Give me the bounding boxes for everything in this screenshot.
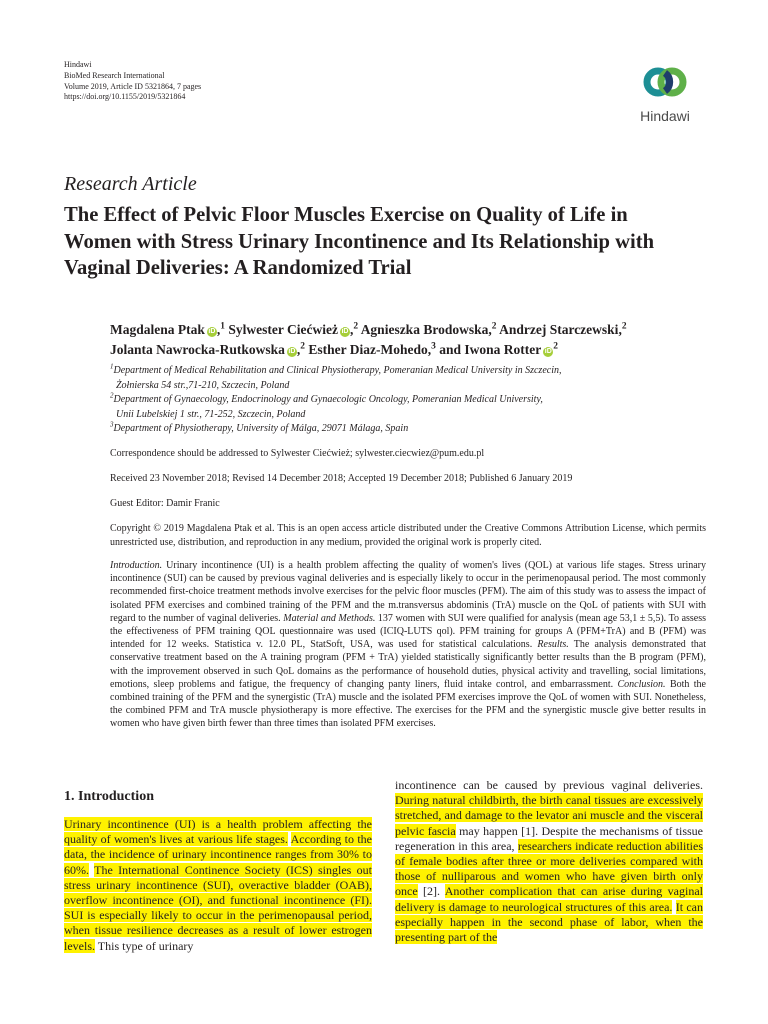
author-name: Andrzej Starczewski <box>499 322 619 337</box>
highlighted-text: researchers indicate reduction abilities of female bodies after three or more deliveries compared with those of nulliparous and women who have given birth only once <box>395 838 703 899</box>
highlighted-text: During natural childbirth, the birth canal tissues are excessively stretched, and damage to the levator ani muscle and the visceral pelvic fascia <box>395 793 703 838</box>
guest-editor: Guest Editor: Damir Franic <box>110 498 220 509</box>
logo-wordmark: Hindawi <box>640 108 690 124</box>
author-name: Jolanta Nawrocka-Rutkowska <box>110 342 285 357</box>
highlighted-text: Urinary incontinence (UI) is a health problem affecting the quality of women's lives at various life stages. <box>64 817 372 847</box>
affiliation <box>110 422 710 437</box>
publication-dates: Received 23 November 2018; Revised 14 December 2018; Accepted 19 December 2018; Published 6 January 2019 <box>110 473 573 484</box>
author-affiliation-number: 2 <box>553 341 558 352</box>
affiliation-number: 1 <box>110 362 114 371</box>
introduction-left-column <box>64 817 372 954</box>
publisher-name: Hindawi <box>64 60 92 69</box>
affiliation-text: Department of Medical Rehabilitation and Clinical Physiotherapy, Pomeranian Medical University in Szczecin, <box>113 365 562 376</box>
journal-name: BioMed Research International <box>64 70 165 80</box>
volume-info: Volume 2019, Article ID 5321864, 7 pages <box>64 81 202 91</box>
author-affiliation-number: 2 <box>621 321 627 332</box>
author-affiliation-number: 2 <box>300 341 305 352</box>
abstract-conclusion-text: Both the combined training of the PFM and the synergistic (TrA) muscle and the isolated PFM exercises improve the QoL of women with SUI. Nonetheless, the combined PFM and TrA muscle physiotherapy is more effective. The exercises for the PFM and the synergistic muscle give better results in women who have given birth fewer than three times than isolated PFM exercises. <box>110 678 706 730</box>
affiliation <box>110 393 710 408</box>
author-affiliation-number: 1 <box>220 321 225 332</box>
affiliation-number: 3 <box>110 420 114 429</box>
abstract-results-label: Results. <box>537 639 569 651</box>
highlighted-text: Another complication that can arise during vaginal delivery is damage to neurological structures of this area. <box>395 884 703 914</box>
highlighted-text: It can especially happen in the second phase of labor, when the presenting part of the <box>395 899 704 945</box>
abstract-intro-label: Introduction. <box>110 560 163 571</box>
highlighted-text: According to the data, the incidence of urinary incontinence ranges from 30% to 60%. <box>64 832 372 877</box>
orcid-icon[interactable]: iD <box>544 348 552 355</box>
copyright-notice: Copyright © 2019 Magdalena Ptak et al. This is an open access article distributed under the Creative Commons Attribution License, which permits unrestricted use, distribution, and reproduction in any medium, provided the original work is properly cited. <box>110 523 706 548</box>
author-name: Esther Diaz-Mohedo <box>308 342 428 357</box>
abstract-results-text: The analysis demonstrated that conservative treatment based on the A training program (PFM + TrA) yielded statistically significantly better results than the B program (PFM), with the improvement observed in such QoL domains as the performance of household duties, physical activity and travelling, social limitations, emotions, sleep problems and fatigue, the frequency of changing panty liners, fluid intake control, and embarrassment. <box>110 639 706 690</box>
correspondence: Correspondence should be addressed to Sylwester Ciećwież; sylwester.ciecwiez@pum.edu.pl <box>110 448 485 459</box>
affiliation <box>110 364 710 379</box>
body-text: [2]. <box>417 884 445 899</box>
body-text: may happen [1]. Despite the mechanisms of tissue regeneration in this area, <box>395 823 703 853</box>
affiliation-list <box>110 364 710 437</box>
affiliation-text: Department of Physiotherapy, University of Málga, 29071 Málaga, Spain <box>113 423 409 434</box>
affiliation-text-cont: Unii Lubelskiej 1 str., 71-252, Szczecin, Poland <box>116 408 306 420</box>
orcid-icon[interactable]: iD <box>288 348 296 355</box>
section-heading-introduction: 1. Introduction <box>64 789 154 804</box>
doi-link[interactable]: https://doi.org/10.1155/2019/5321864 <box>64 92 186 102</box>
author-name: Magdalena Ptak <box>110 322 205 337</box>
affiliation-text-cont: Żołnierska 54 str.,71-210, Szczecin, Poland <box>116 379 290 391</box>
author-affiliation-number: 2 <box>353 321 359 332</box>
affiliation-number: 2 <box>110 391 114 400</box>
abstract-methods-label: Material and Methods. <box>283 612 376 624</box>
hindawi-logo <box>628 60 702 134</box>
author-affiliation-number: 3 <box>431 341 436 352</box>
article-title: The Effect of Pelvic Floor Muscles Exercise on Quality of Life in Women with Stress Urinary Incontinence and Its Relationship with Vaginal Deliveries: A Randomized Trial <box>64 204 655 279</box>
abstract-methods-text: 137 women with SUI were qualified for analysis (mean age 53,1 ± 5,5). To assess the effectiveness of PFM training QOL questionnaire was used (ICIQ-LUTS qol). PFM training for groups A (PFM+TrA) and B (PFM) was intended for 12 weeks. Statistica v. 12.0 PL, StatSoft, USA, was used for statistical calculations. <box>110 612 707 651</box>
abstract-conclusion-label: Conclusion. <box>617 678 666 690</box>
author-affiliation-number: 2 <box>491 321 497 332</box>
body-text: This type of urinary <box>95 938 194 953</box>
highlighted-text: SUI is especially likely to occur in the perimenopausal period, when tissue resilience decreases as a result of lower estrogen levels. <box>64 908 372 953</box>
author-name: Iwona Rotter <box>464 342 542 357</box>
hindawi-rings-icon <box>641 60 689 104</box>
abstract-intro-text: Urinary incontinence (UI) is a health problem affecting the quality of women's lives (QOL) at various life stages. Stress urinary incontinence (SUI) can be caused by previous vaginal deliveries and is especially likely to occur in the perimenopausal period. The most commonly recommended first-choice treatment methods involve exercises for the pelvic floor muscles (PFM). The aim of this study was to assess the impact of isolated PFM exercises and combined training of the PFM and the m.transversus abdominis (TrA) muscle on the QoL of patients with SUI with regard to the number of vaginal deliveries. <box>110 560 706 624</box>
author-list: Magdalena Ptak iD ,$^1$ Sylwester Ciećwież iD ,$^2$ Agnieszka Brodowska,$^2$ Andrzej Starczewski,$^2$ Jolanta Nawrocka-Rutkowska iD ,$^2$ Esther Diaz-Mohedo,$^3$ and Iwona Rotter iD $^2$ <box>110 321 627 357</box>
highlighted-text: The International Continence Society (ICS) singles out stress urinary incontinence (SUI), overactive bladder (OAB), overflow incontinence (OI), and functional incontinence (FI). <box>64 862 372 908</box>
affiliation-text: Department of Gynaecology, Endocrinology and Gynaecologic Oncology, Pomeranian Medical University, <box>113 394 543 405</box>
journal-header <box>64 60 201 103</box>
article-type: Research Article <box>64 173 197 195</box>
author-name: Sylwester Ciećwież <box>228 322 338 337</box>
body-text: incontinence can be caused by previous vaginal deliveries. <box>395 778 703 792</box>
orcid-icon[interactable]: iD <box>341 328 349 335</box>
author-name: Agnieszka Brodowska <box>360 322 489 337</box>
introduction-right-column <box>395 778 703 945</box>
orcid-icon[interactable]: iD <box>208 328 216 335</box>
abstract <box>110 559 706 731</box>
